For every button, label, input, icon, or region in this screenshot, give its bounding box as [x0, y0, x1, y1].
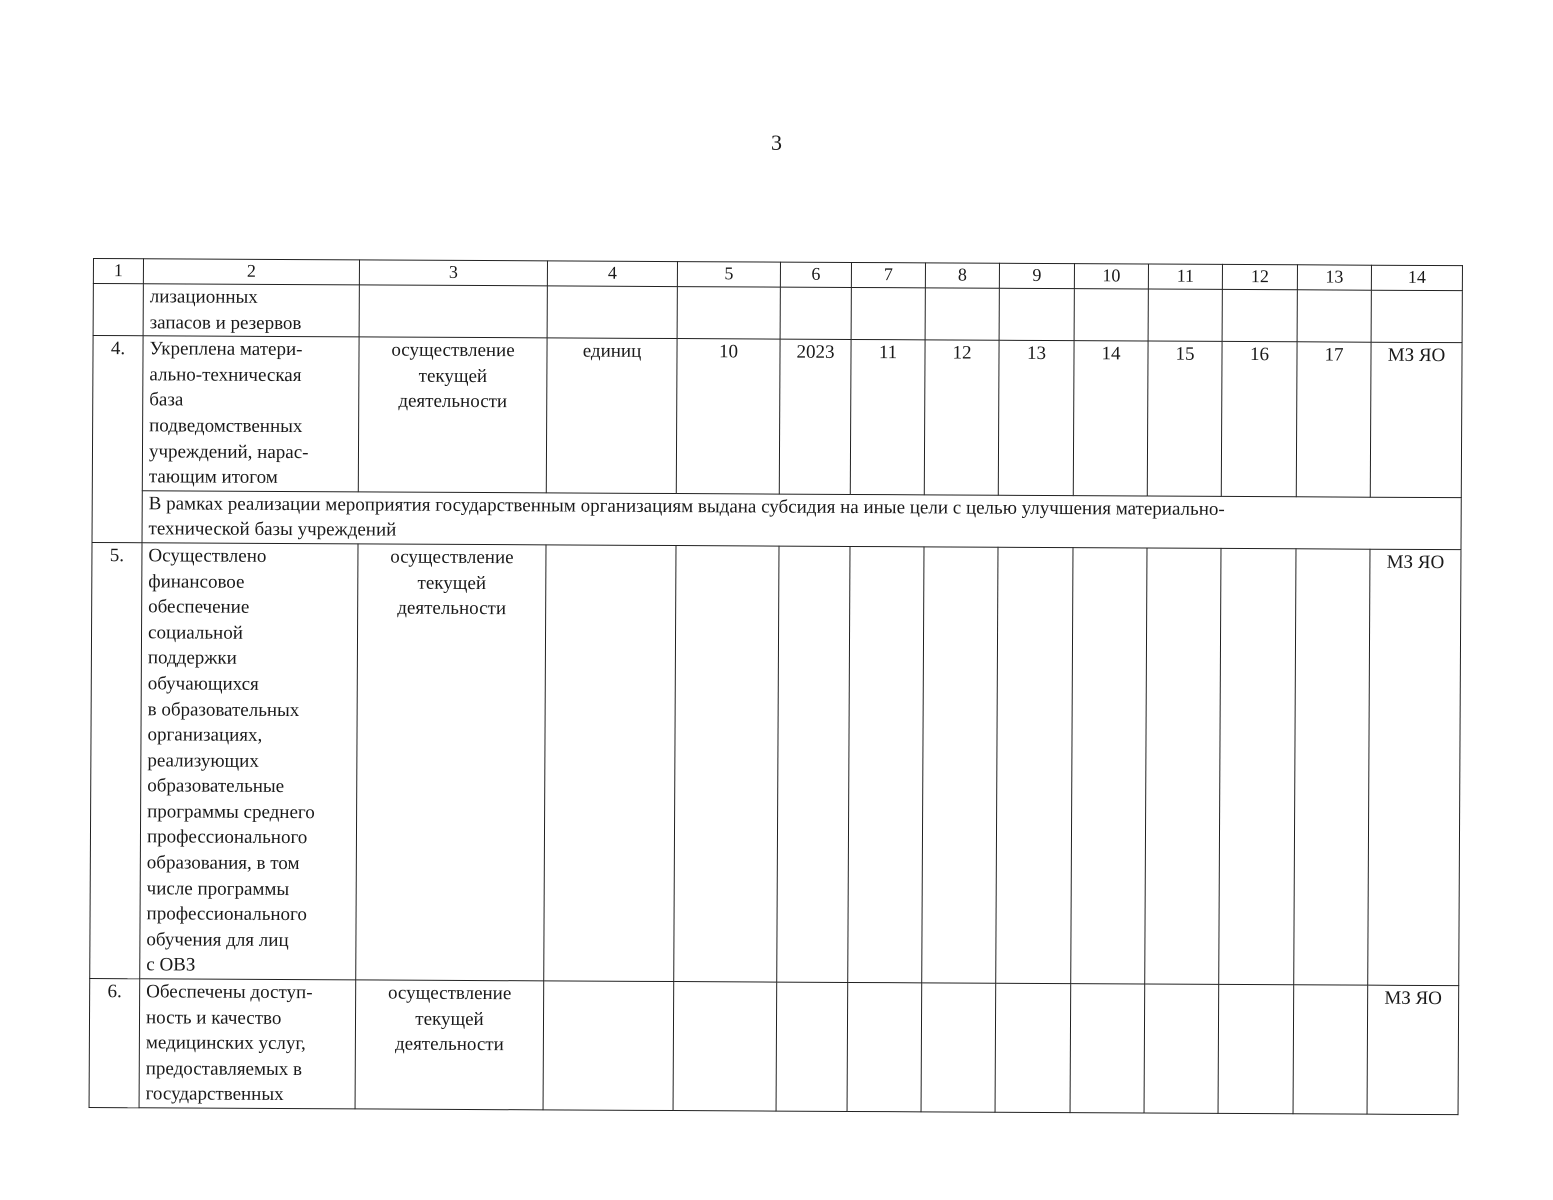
value-cell: 13 [998, 340, 1074, 495]
empty-cell [547, 286, 677, 339]
measure-name-line: тающим итогом [148, 466, 278, 489]
measure-type-cell [356, 544, 546, 981]
responsible-cell: МЗ ЯО [1367, 985, 1459, 1114]
measure-name-line: Обеспечены доступ- [146, 981, 313, 1004]
measure-type-cell [358, 337, 547, 493]
empty-cell [543, 981, 674, 1111]
measure-name-line: лизационных [149, 286, 258, 308]
row-number-cell [93, 284, 143, 336]
measure-name-line: государственных [145, 1083, 284, 1106]
measure-type-line: текущей [417, 572, 487, 594]
value-cell: 17 [1296, 342, 1371, 497]
value-cell: 12 [924, 340, 999, 495]
page-number: 3 [771, 130, 782, 155]
value-cell: 2023 [779, 339, 851, 494]
empty-cell [544, 545, 676, 982]
measure-name-line: медицинских услуг, [145, 1032, 306, 1055]
empty-cell [1144, 984, 1219, 1113]
measure-name-line: числе программы [146, 877, 290, 900]
header-cell: 12 [1222, 264, 1297, 289]
measure-type-cell [355, 980, 544, 1110]
empty-cell [1071, 548, 1147, 984]
header-cell: 6 [780, 262, 851, 287]
empty-cell [1293, 985, 1368, 1114]
measure-name-line: подведомственных [149, 415, 303, 438]
measure-name-line: образования, в том [146, 852, 300, 875]
header-cell: 14 [1371, 265, 1462, 290]
measure-name-line: обеспечение [148, 596, 250, 618]
measure-name-line: Укреплена матери- [149, 338, 303, 361]
note-line: технической базы учреждений [148, 518, 397, 541]
empty-cell [1222, 289, 1297, 342]
measure-name-line: обучающихся [147, 673, 259, 695]
empty-cell [996, 547, 1073, 983]
measure-name-line: финансовое [148, 570, 245, 593]
measure-name-line: поддержки [147, 647, 237, 670]
empty-cell [999, 288, 1074, 341]
measure-name-line: ально-техническая [149, 364, 302, 386]
measure-name-line: обучения для лиц [146, 929, 289, 951]
empty-cell [674, 545, 779, 982]
empty-cell [1218, 984, 1294, 1113]
empty-cell [1148, 289, 1222, 342]
measure-name-line: социальной [147, 622, 243, 644]
row-number-cell: 6. [89, 979, 140, 1108]
measure-name-line: с ОВЗ [146, 954, 196, 976]
measure-name-line: в образовательных [147, 698, 300, 721]
measure-name-cell [140, 543, 358, 980]
header-cell: 5 [677, 262, 780, 288]
header-cell: 1 [93, 259, 143, 284]
empty-cell [848, 546, 924, 982]
measure-name-line: ность и качество [145, 1006, 282, 1029]
measure-name-line: база [149, 389, 184, 411]
measure-name-line: запасов и резервов [149, 311, 302, 334]
measure-name-line: учреждений, нарас- [148, 440, 309, 463]
empty-cell [1219, 548, 1296, 984]
row-number-cell: 5. [90, 542, 142, 978]
empty-cell [359, 285, 547, 338]
value-cell: 10 [676, 339, 780, 494]
empty-cell [673, 982, 777, 1112]
empty-cell [851, 287, 925, 340]
header-cell: 2 [143, 259, 359, 285]
measure-name-line: профессионального [146, 903, 307, 926]
empty-cell [776, 982, 848, 1111]
measure-type-line: деятельности [397, 597, 507, 620]
empty-cell [777, 546, 850, 982]
header-cell: 9 [999, 263, 1074, 288]
value-cell: 16 [1221, 342, 1297, 497]
table-row-4-note [92, 490, 1461, 549]
value-cell: 11 [850, 340, 925, 495]
header-cell: 10 [1074, 264, 1148, 289]
empty-cell [847, 982, 922, 1111]
measure-type-line: текущей [418, 365, 488, 387]
empty-cell [995, 983, 1071, 1112]
measure-type-line: текущей [415, 1008, 484, 1030]
measure-name-line: программы среднего [147, 801, 315, 824]
empty-cell [1074, 289, 1148, 342]
measure-name-cell [139, 979, 356, 1109]
measure-type-line: осуществление [387, 982, 512, 1005]
empty-cell [1145, 548, 1221, 984]
responsible-cell: МЗ ЯО [1370, 342, 1462, 497]
measure-type-line: осуществление [391, 339, 515, 362]
measure-name-cell [143, 284, 359, 337]
empty-cell [677, 287, 780, 340]
empty-cell [921, 983, 996, 1112]
header-cell: 13 [1297, 265, 1371, 290]
header-cell: 3 [359, 260, 547, 286]
row-number-cell: 4. [92, 336, 143, 543]
table-row-4 [92, 336, 1462, 498]
measure-name-line: реализующих [147, 749, 259, 772]
header-cell: 7 [851, 262, 925, 287]
measure-name-line: образовательные [147, 775, 285, 798]
measure-type-line: деятельности [398, 390, 508, 413]
note-cell [142, 491, 1461, 550]
empty-cell [1297, 290, 1371, 343]
measures-table [89, 258, 1463, 1115]
empty-cell [1070, 984, 1145, 1113]
header-cell: 4 [547, 261, 677, 287]
measure-type-line: деятельности [394, 1033, 504, 1056]
measure-name-line: Осуществлено [148, 545, 267, 567]
table-row-5 [90, 542, 1461, 985]
empty-cell [925, 288, 999, 341]
value-cell: 14 [1073, 341, 1148, 496]
measure-type-line: осуществление [390, 546, 514, 569]
measure-name-cell [142, 336, 359, 492]
measure-name-line: профессионального [146, 826, 308, 849]
table-row-6 [89, 979, 1459, 1115]
value-cell: 15 [1147, 341, 1222, 496]
responsible-cell: МЗ ЯО [1368, 549, 1461, 986]
table-row-continuation [93, 284, 1462, 343]
unit-cell: единиц [546, 338, 677, 493]
header-cell: 11 [1148, 264, 1222, 289]
note-line: В рамках реализации мероприятия государственным организациям выдана субсидия на иные цели с целью улучшения материально- [148, 493, 1225, 520]
header-cell: 8 [925, 263, 999, 288]
empty-cell [1294, 549, 1370, 985]
empty-cell [780, 287, 851, 340]
measure-name-line: предоставляемых в [145, 1058, 303, 1080]
empty-cell [1371, 290, 1462, 343]
measure-name-line: организациях, [147, 724, 263, 746]
empty-cell [922, 547, 998, 983]
